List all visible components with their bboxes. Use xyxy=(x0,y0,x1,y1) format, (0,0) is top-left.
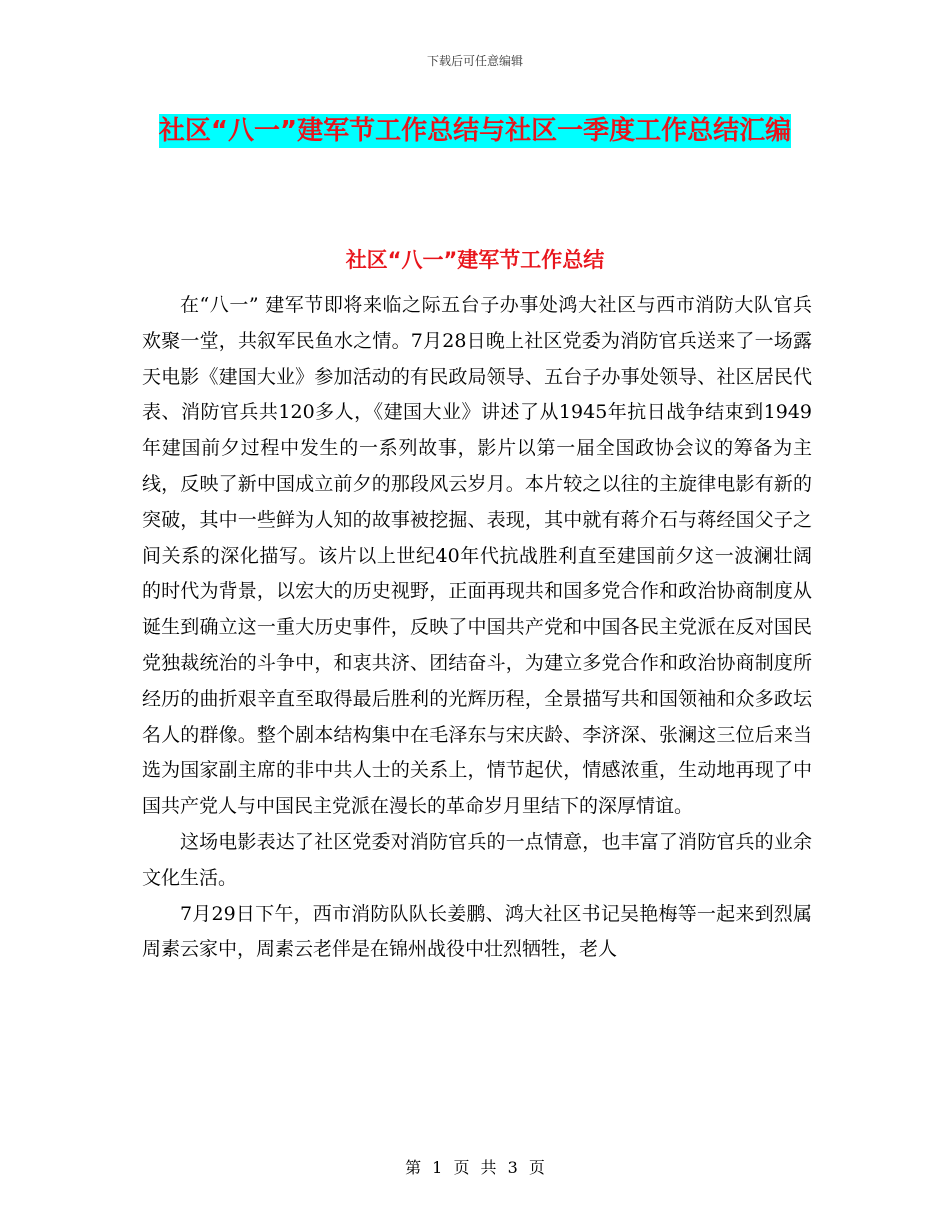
document-title xyxy=(140,108,810,154)
document-title-text: 社区“八一”建军节工作总结与社区一季度工作总结汇编 xyxy=(158,116,792,146)
paragraph: 这场电影表达了社区党委对消防官兵的一点情意，也丰富了消防官兵的业余文化生活。 xyxy=(142,830,812,889)
paragraph: 在“八一” 建军节即将来临之际五台子办事处鸿大社区与西市消防大队官兵欢聚一堂，共叙军民鱼水之情。7月28日晚上社区党委为消防官兵送来了一场露天电影《建国大业》参加活动的有民政局领导、五台子办事处领导、社区居民代表、消防官兵共120多人，《建国大业》讲述了从1945年抗日战争结束到1949年建国前夕过程中发生的一系列故事，影片以第一届全国政协会议的筹备为主线，反映了新中国成立前夕的那段风云岁月。本片较之以往的主旋律电影有新的突破，其中一些鲜为人知的故事被挖掘、表现，其中就有蒋介石与蒋经国父子之间关系的深化描写。该片以上世纪40年代抗战胜利直至建国前夕这一波澜壮阔的时代为背景，以宏大的历史视野，正面再现共和国多党合作和政治协商制度从诞生到确立这一重大历史事件，反映了中国共产党和中国各民主党派在反对国民党独裁统治的斗争中，和衷共济、团结奋斗，为建立多党合作和政治协商制度所经历的曲折艰辛直至取得最后胜利的光辉历程，全景描写共和国领袖和众多政坛名人的群像。整个剧本结构集中在毛泽东与宋庆龄、李济深、张澜这三位后来当选为国家副主席的非中共人士的关系上，情节起伏，情感浓重，生动地再现了中国共产党人与中国民主党派在漫长的革命岁月里结下的深厚情谊。 xyxy=(142,294,812,818)
section-title: 社区“八一”建军节工作总结 xyxy=(345,248,605,272)
page-number-footer: 第 1 页 共 3 页 xyxy=(405,1158,545,1177)
document-body xyxy=(142,288,812,968)
paragraph: 7月29日下午，西市消防队队长姜鹏、鸿大社区书记吴艳梅等一起来到烈属周素云家中，周素云老伴是在锦州战役中壮烈牺牲，老人 xyxy=(142,902,812,961)
page-header-note: 下载后可任意编辑 xyxy=(426,54,523,68)
